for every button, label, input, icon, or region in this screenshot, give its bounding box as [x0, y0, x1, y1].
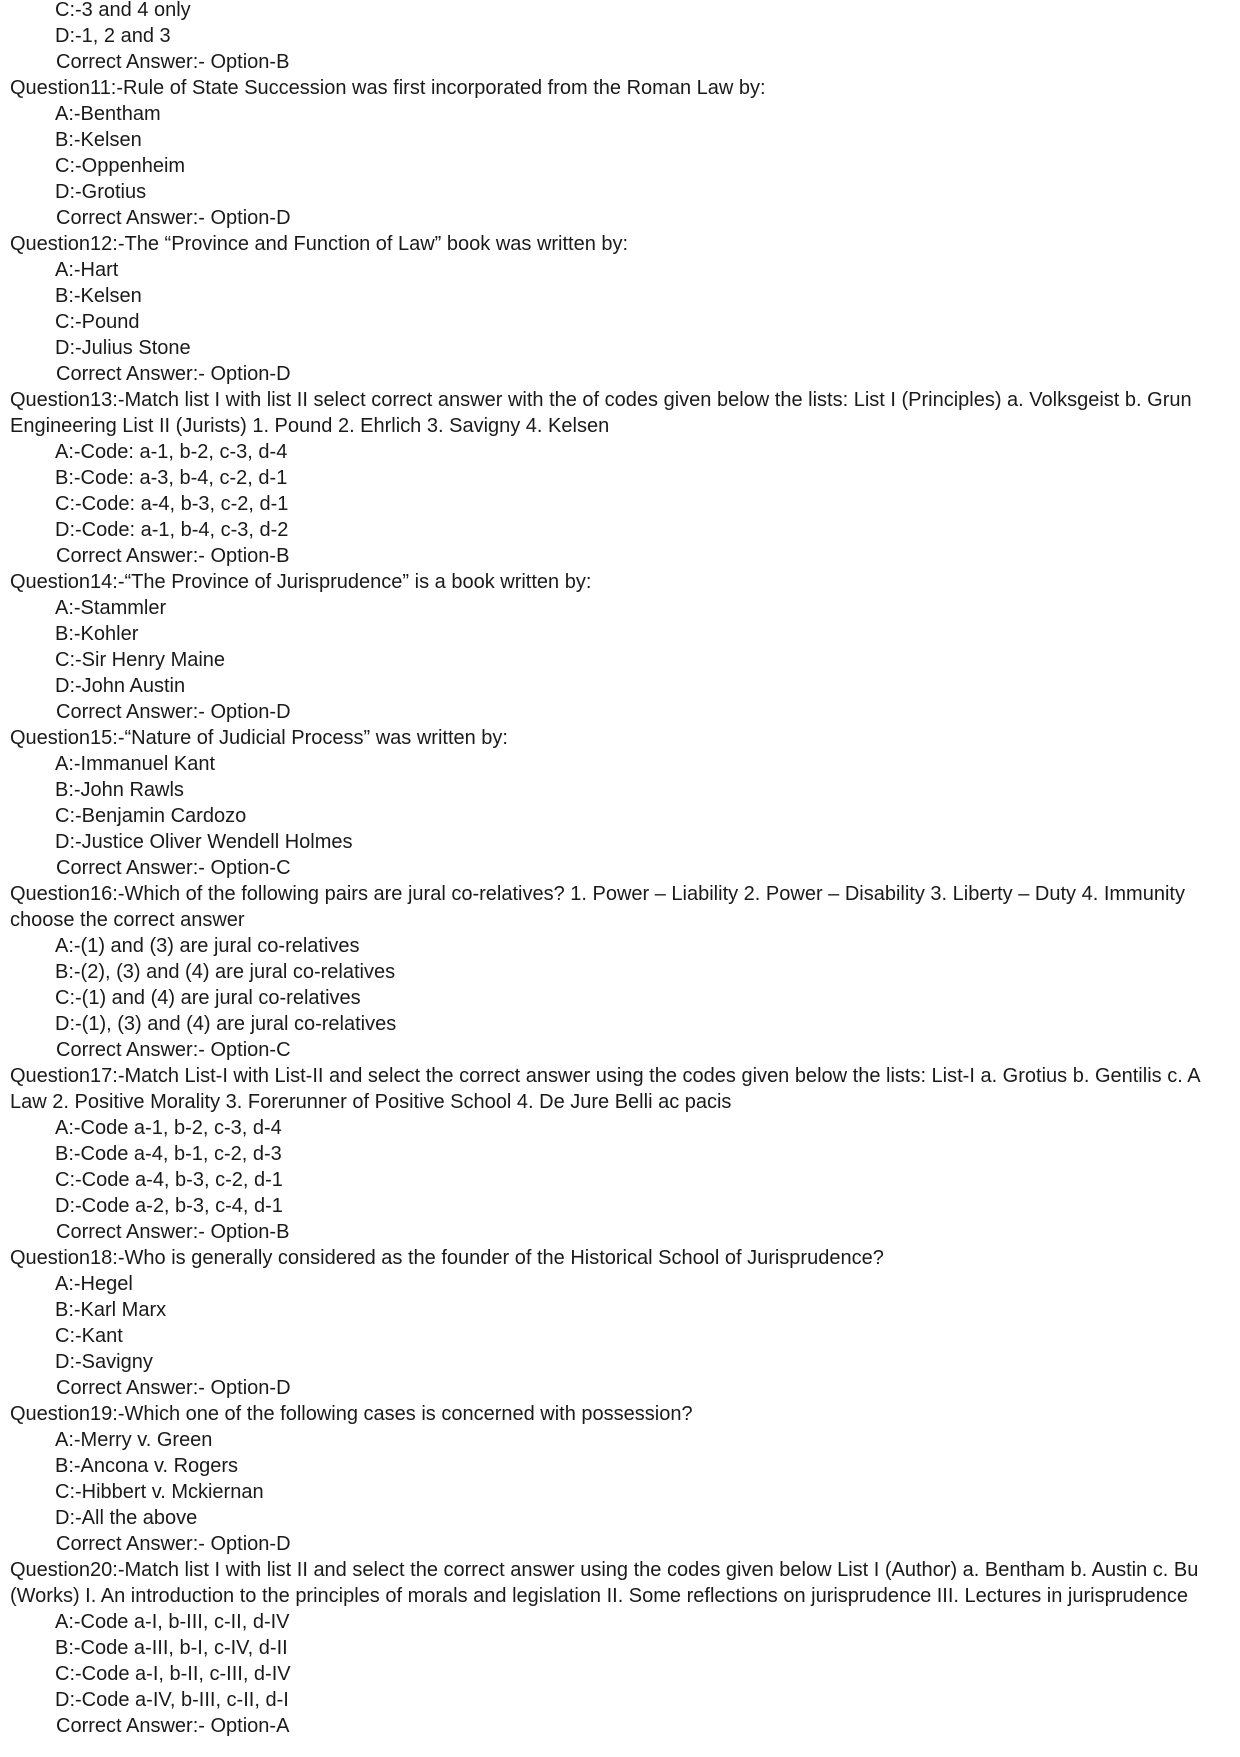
question-block: [0, 1245, 1240, 1401]
option-a: A:-Merry v. Green: [55, 1429, 213, 1451]
correct-answer: Correct Answer:- Option-B: [56, 1221, 290, 1243]
question-block: [0, 387, 1240, 569]
option-c: C:-Code a-I, b-II, c-III, d-IV: [55, 1663, 291, 1685]
question-text: Question17:-Match List-I with List-II and select the correct answer using the codes given below the lists: List-I a. Grotius b. Gentilis c. A: [10, 1065, 1201, 1087]
option-b: B:-Karl Marx: [55, 1299, 167, 1321]
option-c: C:-Sir Henry Maine: [55, 649, 226, 671]
option-d: D:-1, 2 and 3: [55, 25, 171, 47]
option-b: B:-Kelsen: [55, 285, 142, 307]
option-d: D:-Savigny: [55, 1351, 153, 1373]
option-d: D:-Justice Oliver Wendell Holmes: [55, 831, 353, 853]
option-b: B:-John Rawls: [55, 779, 184, 801]
question-text: Question20:-Match list I with list II and select the correct answer using the codes given below List I (Author) a. Bentham b. Austin c. Bu: [10, 1559, 1199, 1581]
question-block: [0, 231, 1240, 387]
correct-answer: Correct Answer:- Option-C: [56, 1039, 291, 1061]
option-b: B:-Code a-4, b-1, c-2, d-3: [55, 1143, 282, 1165]
correct-answer: Correct Answer:- Option-B: [56, 51, 290, 73]
option-c: C:-Code a-4, b-3, c-2, d-1: [55, 1169, 283, 1191]
question-block: [0, 725, 1240, 881]
option-c: C:-3 and 4 only: [55, 0, 191, 21]
correct-answer: Correct Answer:- Option-D: [56, 207, 291, 229]
option-c: C:-(1) and (4) are jural co-relatives: [55, 987, 361, 1009]
question-block: [0, 1063, 1240, 1245]
option-a: A:-(1) and (3) are jural co-relatives: [55, 935, 360, 957]
question-text: Question19:-Which one of the following cases is concerned with possession?: [10, 1403, 693, 1425]
option-b: B:-(2), (3) and (4) are jural co-relatives: [55, 961, 396, 983]
option-d: D:-Code a-IV, b-III, c-II, d-I: [55, 1689, 289, 1711]
question-text: Engineering List II (Jurists) 1. Pound 2. Ehrlich 3. Savigny 4. Kelsen: [10, 415, 610, 437]
option-a: A:-Code: a-1, b-2, c-3, d-4: [55, 441, 288, 463]
question-fragment: [0, 0, 1240, 75]
option-b: B:-Kelsen: [55, 129, 142, 151]
correct-answer: Correct Answer:- Option-D: [56, 701, 291, 723]
correct-answer: Correct Answer:- Option-B: [56, 545, 290, 567]
correct-answer: Correct Answer:- Option-D: [56, 1377, 291, 1399]
option-d: D:-(1), (3) and (4) are jural co-relatives: [55, 1013, 397, 1035]
option-a: A:-Hegel: [55, 1273, 133, 1295]
correct-answer: Correct Answer:- Option-A: [56, 1715, 290, 1737]
question-block: [0, 881, 1240, 1063]
question-text: Law 2. Positive Morality 3. Forerunner of Positive School 4. De Jure Belli ac pacis: [10, 1091, 732, 1113]
question-text: Question14:-“The Province of Jurisprudence” is a book written by:: [10, 571, 592, 593]
correct-answer: Correct Answer:- Option-D: [56, 1533, 291, 1555]
question-block: [0, 1401, 1240, 1557]
question-text: Question15:-“Nature of Judicial Process” was written by:: [10, 727, 508, 749]
question-list: [0, 75, 1240, 1739]
option-a: A:-Hart: [55, 259, 119, 281]
option-a: A:-Immanuel Kant: [55, 753, 216, 775]
option-c: C:-Kant: [55, 1325, 123, 1347]
correct-answer: Correct Answer:- Option-C: [56, 857, 291, 879]
option-b: B:-Code a-III, b-I, c-IV, d-II: [55, 1637, 288, 1659]
option-a: A:-Code a-1, b-2, c-3, d-4: [55, 1117, 282, 1139]
question-text: Question16:-Which of the following pairs are jural co-relatives? 1. Power – Liability 2. Power – Disability 3. Liberty – Duty 4. Immunity: [10, 883, 1185, 905]
question-text: Question18:-Who is generally considered as the founder of the Historical School of Jurisprudence?: [10, 1247, 884, 1269]
question-block: [0, 1557, 1240, 1739]
question-text: Question12:-The “Province and Function of Law” book was written by:: [10, 233, 629, 255]
option-d: D:-Code a-2, b-3, c-4, d-1: [55, 1195, 283, 1217]
question-block: [0, 75, 1240, 231]
option-b: B:-Code: a-3, b-4, c-2, d-1: [55, 467, 288, 489]
correct-answer: Correct Answer:- Option-D: [56, 363, 291, 385]
question-text: Question11:-Rule of State Succession was first incorporated from the Roman Law by:: [10, 77, 766, 99]
question-text: (Works) I. An introduction to the principles of morals and legislation II. Some reflections on jurisprudence III. Lectures in jurisprudence: [10, 1585, 1188, 1607]
option-c: C:-Benjamin Cardozo: [55, 805, 247, 827]
option-a: A:-Code a-I, b-III, c-II, d-IV: [55, 1611, 290, 1633]
question-block: [0, 569, 1240, 725]
option-d: D:-Code: a-1, b-4, c-3, d-2: [55, 519, 289, 541]
option-d: D:-All the above: [55, 1507, 198, 1529]
question-text: choose the correct answer: [10, 909, 245, 931]
option-c: C:-Code: a-4, b-3, c-2, d-1: [55, 493, 289, 515]
option-c: C:-Pound: [55, 311, 140, 333]
option-c: C:-Oppenheim: [55, 155, 186, 177]
option-d: D:-Julius Stone: [55, 337, 191, 359]
option-c: C:-Hibbert v. Mckiernan: [55, 1481, 264, 1503]
option-d: D:-Grotius: [55, 181, 147, 203]
option-d: D:-John Austin: [55, 675, 186, 697]
option-a: A:-Stammler: [55, 597, 167, 619]
question-text: Question13:-Match list I with list II select correct answer with the of codes given below the lists: List I (Principles) a. Volksgeist b. Grun: [10, 389, 1192, 411]
option-b: B:-Kohler: [55, 623, 139, 645]
option-a: A:-Bentham: [55, 103, 161, 125]
option-b: B:-Ancona v. Rogers: [55, 1455, 239, 1477]
